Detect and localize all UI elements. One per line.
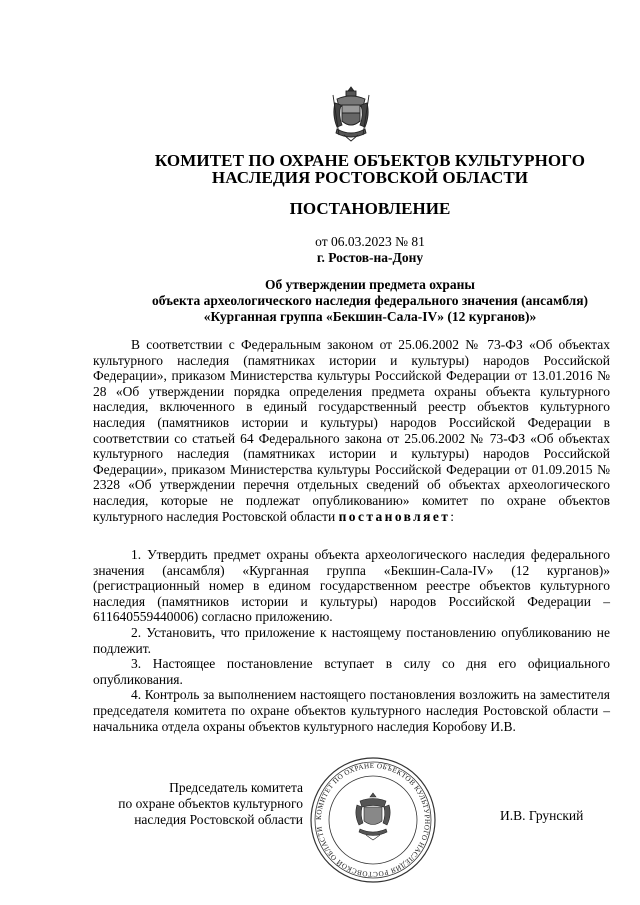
decision-word: постановляет	[338, 508, 451, 524]
official-seal	[308, 755, 438, 885]
position-line3: наследия Ростовской области	[134, 812, 303, 827]
document-date-number: от 06.03.2023 № 81	[315, 234, 425, 249]
signatory-position	[88, 780, 303, 828]
position-line2: по охране объектов культурного	[118, 796, 303, 811]
committee-name-line2: НАСЛЕДИЯ РОСТОВСКОЙ ОБЛАСТИ	[211, 168, 529, 187]
resolution-item: 2. Установить, что приложение к настоящему постановлению опубликованию не подлежит.	[93, 624, 610, 656]
preamble-paragraph	[93, 337, 610, 524]
coat-of-arms-emblem	[329, 85, 373, 143]
resolution-item: 3. Настоящее постановление вступает в силу со дня его официального опубликования.	[93, 656, 610, 687]
document-subject	[90, 277, 640, 325]
subject-line2: объекта археологического наследия федерального значения (ансамбля)	[151, 293, 589, 308]
document-type-title: ПОСТАНОВЛЕНИЕ	[289, 199, 451, 218]
resolution-items	[93, 547, 610, 734]
subject-line1: Об утверждении предмета охраны	[265, 277, 475, 292]
document-city: г. Ростов-на-Дону	[316, 250, 424, 265]
preamble-text: В соответствии с Федеральным законом от 25.06.2002 № 73-ФЗ «Об объектах культурного наследия (памятниках истории и культуры) народов Российской Федерации», приказом Министерства культуры Российской Федерации от 13.01.2016 № 28 «Об утверждении порядка определения предмета охраны объекта культурного наследия, включенного в единый государственный реестр объектов культурного наследия (памятников истории и культуры) народов Российской Федерации в соответствии со статьей 64 Федерального закона от 25.06.2002 № 73-ФЗ «Об объектах культурного наследия (памятниках истории и культуры) народов Российской Федерации», приказом Министерства культуры Российской Федерации от 01.09.2015 № 2328 «Об утверждении перечня отдельных сведений об объектах археологического наследия, которые не подлежат опубликованию» комитет по охране объектов культурного наследия Ростовской области	[93, 337, 610, 524]
preamble-colon: :	[450, 508, 455, 524]
resolution-item: 4. Контроль за выполнением настоящего постановления возложить на заместителя председателя комитета по охране объектов культурного наследия Ростовской области – начальника отдела охраны объектов культурного наследия Коробову И.В.	[93, 687, 610, 734]
committee-name-line1: КОМИТЕТ ПО ОХРАНЕ ОБЪЕКТОВ КУЛЬТУРНОГО	[154, 151, 586, 170]
seal-text: КОМИТЕТ ПО ОХРАНЕ ОБЪЕКТОВ КУЛЬТУРНОГО НАСЛЕДИЯ РОСТОВСКОЙ ОБЛАСТИ	[314, 761, 432, 879]
subject-line3: «Курганная группа «Бекшин-Сала-IV» (12 курганов)»	[203, 309, 537, 324]
signatory-name: И.В. Грунский	[500, 808, 584, 823]
resolution-item: 1. Утвердить предмет охраны объекта археологического наследия федерального значения (ансамбля) «Курганная группа «Бекшин-Сала-IV» (12 курганов)» (регистрационный номер в едином государственном реестре объектов культурного наследия (памятников истории и культуры) народов Российской Федерации – 611640559440006) согласно приложению.	[93, 547, 610, 625]
position-line1: Председатель комитета	[169, 780, 303, 795]
